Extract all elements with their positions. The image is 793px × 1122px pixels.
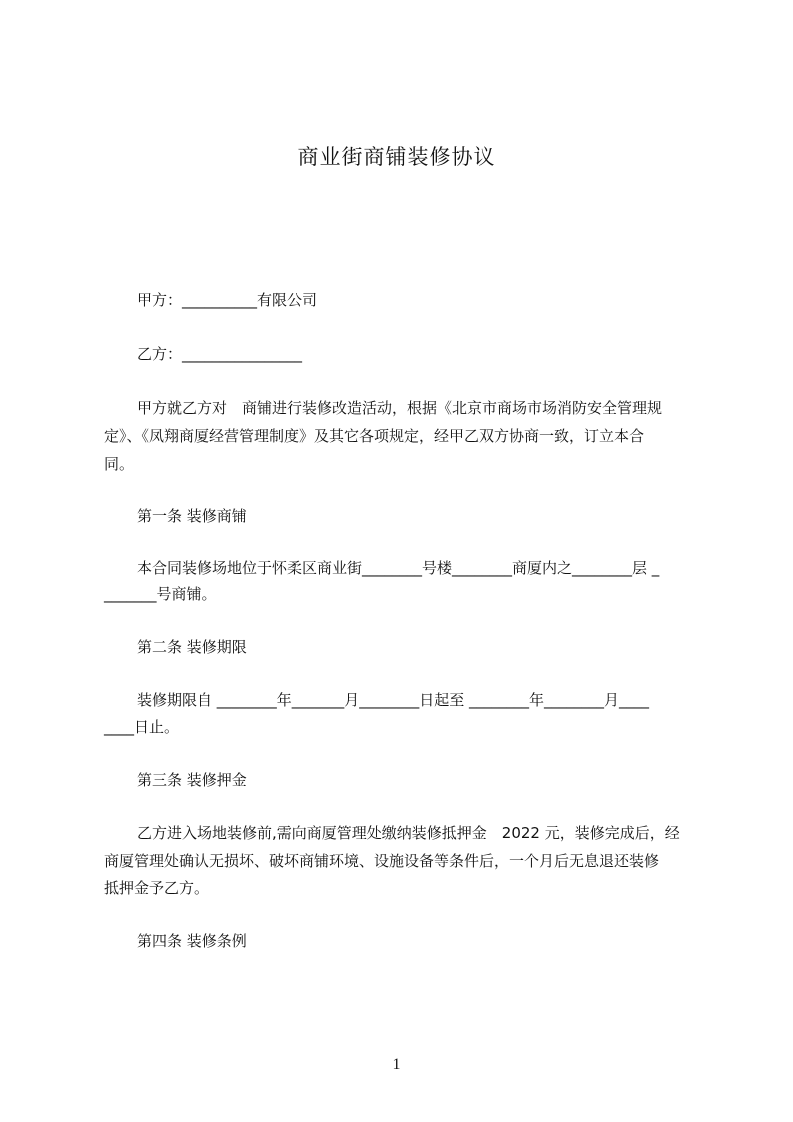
article-2-line-2: ____日止。 xyxy=(104,718,180,736)
document-title: 商业街商铺装修协议 xyxy=(297,145,496,169)
intro-line-3: 同。 xyxy=(104,455,135,473)
intro-line-1: 甲方就乙方对 商铺进行装修改造活动，根据《北京市商场市场消防安全管理规 xyxy=(137,399,663,417)
intro-line-2: 定》、《凤翔商厦经营管理制度》及其它各项规定，经甲乙双方协商一致，订立本合 xyxy=(104,427,645,445)
article-1-heading: 第一条 装修商铺 xyxy=(137,507,247,525)
article-3-line-1: 乙方进入场地装修前,需向商厦管理处缴纳装修抵押金 2022 元，装修完成后，经 xyxy=(137,824,680,842)
article-3-line-3: 抵押金予乙方。 xyxy=(104,879,210,897)
article-3-heading: 第三条 装修押金 xyxy=(137,771,247,789)
party-b-line: 乙方：________________ xyxy=(137,345,303,363)
article-1-line-1: 本合同装修场地位于怀柔区商业街________号楼________商厦内之________层 _ xyxy=(137,559,660,577)
article-3-line-2: 商厦管理处确认无损坏、破坏商铺环境、设施设备等条件后，一个月后无息退还装修 xyxy=(104,852,660,870)
article-1-line-2: _______号商铺。 xyxy=(104,585,217,603)
page-number: 1 xyxy=(392,1056,401,1073)
article-2-line-1: 装修期限自 ________年_______月________日起至 ________年________月____ xyxy=(137,691,650,709)
article-2-heading: 第二条 装修期限 xyxy=(137,638,247,656)
article-4-heading: 第四条 装修条例 xyxy=(137,932,247,950)
party-a-line: 甲方：__________有限公司 xyxy=(137,291,318,309)
